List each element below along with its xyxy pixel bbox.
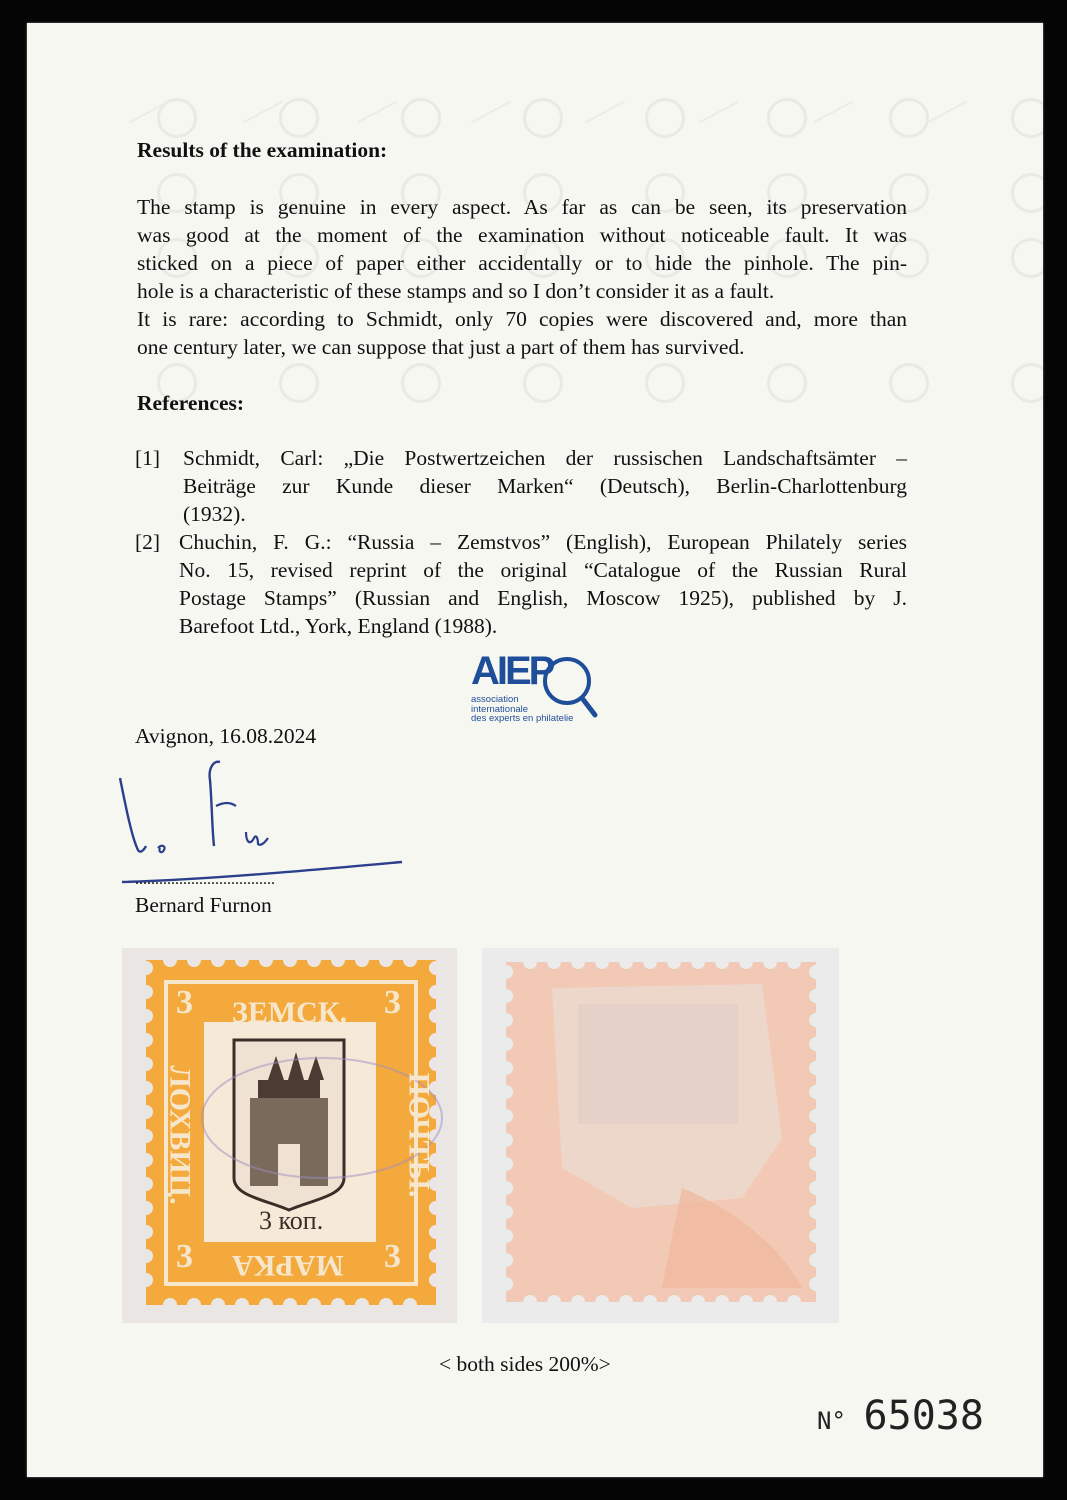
stamp-value-text: 3 коп. xyxy=(259,1206,324,1235)
reference-line: Postage Stamps” (Russian and English, Moscow 1925), published by J. xyxy=(179,586,907,610)
reference-line: No. 15, revised reprint of the original “Catalogue of the Russian Rural xyxy=(179,558,907,582)
stamp-corner-numeral: 3 xyxy=(176,984,193,1021)
stamp-corner-numeral: 3 xyxy=(176,1238,193,1275)
watermark-ring xyxy=(889,363,929,403)
signature-line: ................................... xyxy=(135,871,275,888)
stamp-top-text: ЗЕМСК. xyxy=(232,996,348,1029)
results-heading: Results of the examination: xyxy=(137,138,388,162)
serial-prefix: N° xyxy=(817,1407,846,1435)
reference-line: Beiträge zur Kunde dieser Marken“ (Deutsch), Berlin-Charlottenburg xyxy=(183,474,907,498)
references-heading: References: xyxy=(137,391,245,415)
watermark-ring xyxy=(1011,238,1043,278)
serial-number-box xyxy=(817,1393,984,1439)
watermark-ring xyxy=(889,98,929,138)
signer-name: Bernard Furnon xyxy=(135,893,272,917)
watermark-ring xyxy=(401,98,441,138)
watermark-ring xyxy=(1011,363,1043,403)
reference-line: (1932). xyxy=(183,502,246,526)
stamp-right-text: ПОЧТЫ. xyxy=(402,1072,436,1198)
results-line: It is rare: according to Schmidt, only 70 copies were discovered and, more than xyxy=(137,307,907,331)
watermark-stroke xyxy=(243,101,283,123)
stamp-lettering xyxy=(122,948,457,1323)
results-line: hole is a characteristic of these stamps and so I don’t consider it as a fault. xyxy=(137,279,775,303)
stamp-back-image xyxy=(482,948,839,1323)
stamp-back-photo xyxy=(482,948,839,1248)
aiep-logo xyxy=(471,651,611,731)
stamp-corner-numeral: 3 xyxy=(384,984,401,1021)
reference-line: Barefoot Ltd., York, England (1988). xyxy=(179,614,498,638)
certificate-page xyxy=(27,23,1043,1477)
results-line: sticked on a piece of paper either accidentally or to hide the pinhole. The pin- xyxy=(137,251,907,275)
results-line: The stamp is genuine in every aspect. As far as can be seen, its preservation xyxy=(137,195,907,219)
results-line: was good at the moment of the examination without noticeable fault. It was xyxy=(137,223,907,247)
watermark-ring xyxy=(401,363,441,403)
watermark-ring xyxy=(645,98,685,138)
watermark-ring xyxy=(1011,98,1043,138)
logo-subtitle-line: association xyxy=(471,694,519,705)
watermark-ring xyxy=(523,98,563,138)
logo-subtitle-line: des experts en philatelie xyxy=(471,713,574,724)
watermark-stroke xyxy=(585,101,625,123)
watermark-ring xyxy=(767,363,807,403)
reference-number: [2] xyxy=(135,530,161,554)
results-line: one century later, we can suppose that just a part of them has survived. xyxy=(137,335,745,359)
watermark-ring xyxy=(1011,173,1043,213)
watermark-ring xyxy=(279,98,319,138)
watermark-ring xyxy=(645,363,685,403)
logo-acronym: AIEP xyxy=(471,649,553,693)
reference-line: Chuchin, F. G.: “Russia – Zemstvos” (English), European Philately series xyxy=(179,530,907,554)
serial-number: 65038 xyxy=(863,1393,984,1439)
stamp-bottom-text: МАРКА xyxy=(232,1249,344,1282)
reference-item xyxy=(135,444,907,528)
results-paragraph xyxy=(137,193,907,361)
watermark-stroke xyxy=(927,101,967,123)
logo-subtitle xyxy=(471,695,573,724)
place-date: Avignon, 16.08.2024 xyxy=(135,724,317,748)
watermark-ring xyxy=(767,98,807,138)
stamp-front-photo xyxy=(122,948,457,1282)
watermark-stroke xyxy=(813,101,853,123)
stamp-corner-numeral: 3 xyxy=(384,1238,401,1275)
stamp-left-text: ЛОХВИЦ. xyxy=(163,1065,197,1205)
watermark-ring xyxy=(523,363,563,403)
reference-number: [1] xyxy=(135,446,161,470)
logo-subtitle-line: internationale xyxy=(471,703,529,715)
watermark-stroke xyxy=(471,101,511,123)
watermark-stroke xyxy=(699,101,739,123)
watermark-ring xyxy=(279,363,319,403)
reference-line: Schmidt, Carl: „Die Postwertzeichen der russischen Landschaftsämter – xyxy=(183,446,907,470)
watermark-stroke xyxy=(357,101,397,123)
reference-item xyxy=(135,528,907,640)
caption: < both sides 200%> xyxy=(439,1352,611,1376)
